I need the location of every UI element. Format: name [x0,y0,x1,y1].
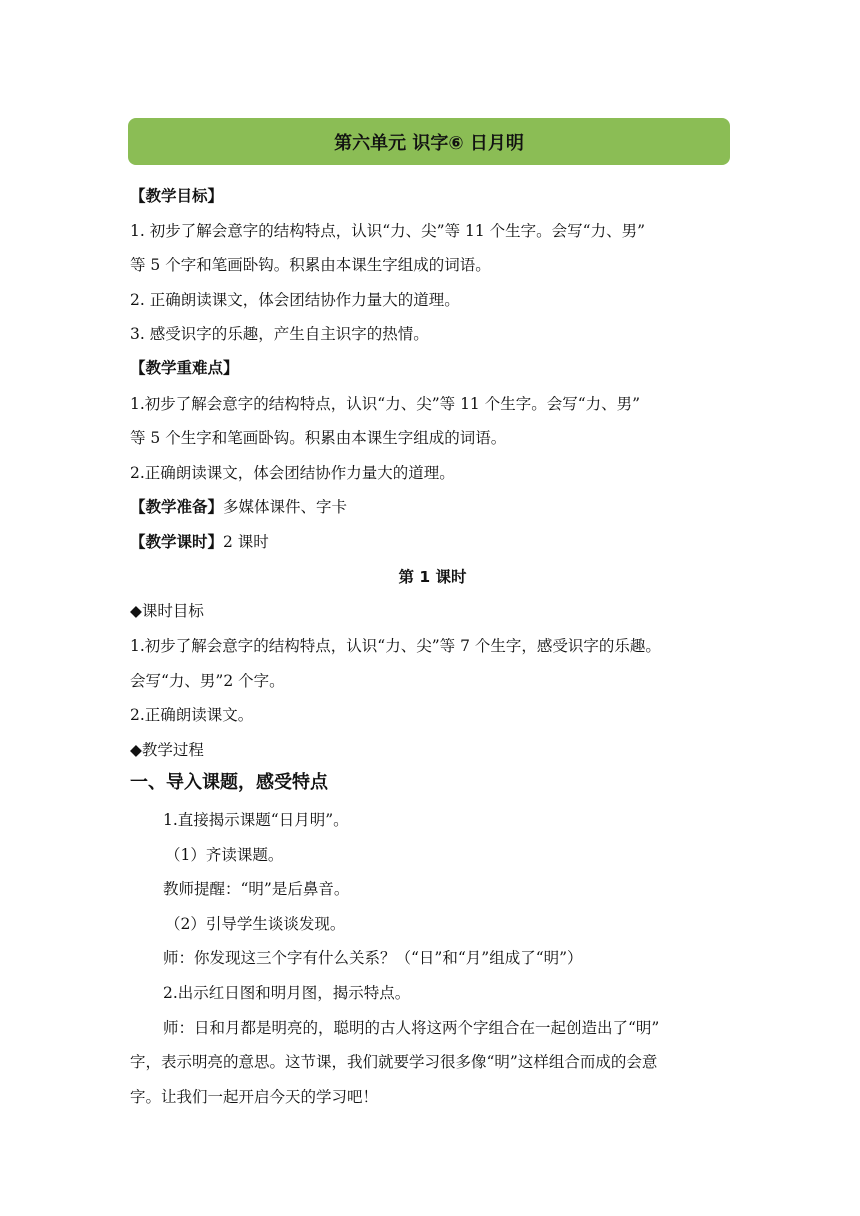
keypoint-line: 等 5 个生字和笔画卧钩。积累由本课生字组成的词语。 [130,429,507,447]
title-banner [128,118,730,165]
lesson-goal-line: 1.初步了解会意字的结构特点，认识“力、尖”等 7 个生字，感受识字的乐趣。 [130,637,661,655]
process-line: （2）引导学生谈谈发现。 [165,915,346,933]
lesson-title: 第 1 课时 [398,568,467,586]
lesson-goal-line: 会写“力、男”2 个字。 [130,672,285,690]
hours-row [130,532,735,552]
keypoints-heading: 【教学重难点】 [130,359,239,377]
process-line: 2.出示红日图和明月图，揭示特点。 [163,984,411,1002]
goals-heading: 【教学目标】 [130,187,224,205]
process-line: （1）齐读课题。 [165,846,284,864]
keypoint-line: 2.正确朗读课文，体会团结协作力量大的道理。 [130,464,455,482]
lesson-goal-line: 2.正确朗读课文。 [130,706,254,724]
prep-row [130,497,735,517]
process-line: 师：日和月都是明亮的，聪明的古人将这两个字组合在一起创造出了“明” [163,1019,660,1037]
prep-label: 【教学准备】 [130,498,224,516]
process-heading: ◆教学过程 [130,741,204,759]
page-title: 第六单元 识字⑥ 日月明 [334,132,524,154]
hours-label: 【教学课时】 [130,533,224,551]
process-line: 师：你发现这三个字有什么关系？（“日”和“月”组成了“明”） [163,949,583,967]
goal-line: 1. 初步了解会意字的结构特点，认识“力、尖”等 11 个生字。会写“力、男” [130,222,645,240]
lesson-goals-heading: ◆课时目标 [130,602,204,620]
part1-heading: 一、导入课题，感受特点 [130,772,328,793]
process-line: 字。让我们一起开启今天的学习吧！ [130,1088,379,1106]
goal-line: 2. 正确朗读课文，体会团结协作力量大的道理。 [130,291,460,309]
process-line: 教师提醒：“明”是后鼻音。 [163,880,350,898]
process-line: 1.直接揭示课题“日月明”。 [163,811,349,829]
prep-value: 多媒体课件、字卡 [223,498,348,516]
goal-line: 等 5 个字和笔画卧钩。积累由本课生字组成的词语。 [130,256,491,274]
keypoint-line: 1.初步了解会意字的结构特点，认识“力、尖”等 11 个生字。会写“力、男” [130,395,641,413]
process-line: 字，表示明亮的意思。这节课，我们就要学习很多像“明”这样组合而成的会意 [130,1053,658,1071]
hours-value: 2 课时 [223,533,269,551]
goal-line: 3. 感受识字的乐趣，产生自主识字的热情。 [130,325,429,343]
